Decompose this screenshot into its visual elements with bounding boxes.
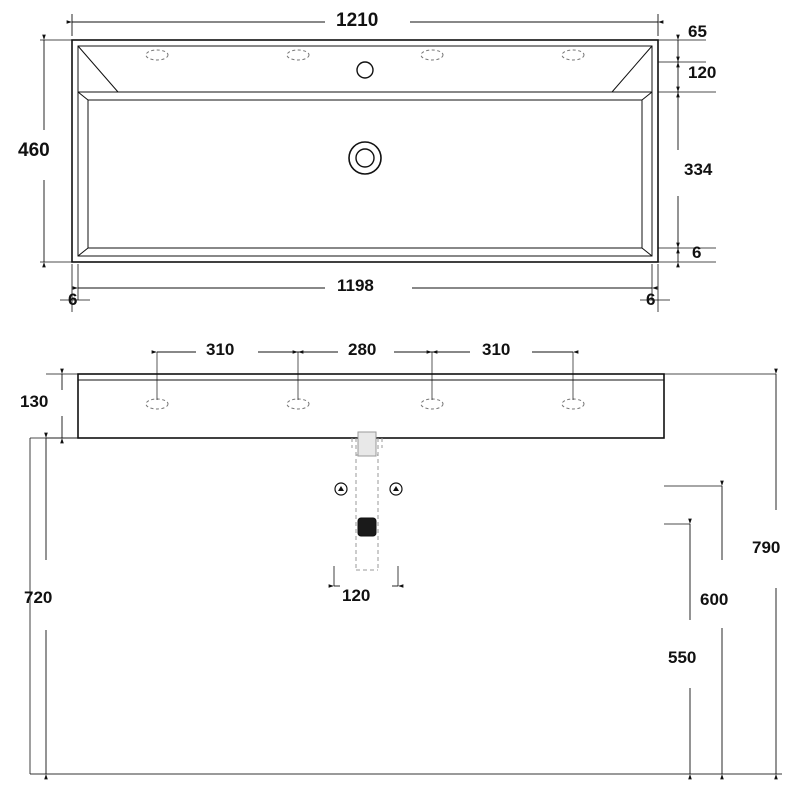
dim-bowl-334: 334 [684,160,713,179]
dim-spacing-left: 310 [206,340,235,359]
dim-trap-120: 120 [342,586,371,605]
trap-solid-parts [335,432,402,536]
trap-assembly [352,438,382,570]
dim-spacing-right: 310 [482,340,511,359]
dim-rim-120: 120 [688,63,717,82]
dim-inner-width: 1198 [337,276,374,295]
dim-overall-width: 1210 [336,10,379,31]
dim-height-550: 550 [668,648,697,667]
dim-spacing-center: 280 [348,340,377,359]
front-view-outline [78,374,664,438]
dim-band-130: 130 [20,392,49,411]
dim-floor-720: 720 [24,588,53,607]
dim-height-790: 790 [752,538,781,557]
waste-hole-inner [356,149,374,167]
dim-overall-depth: 460 [18,140,50,161]
dim-wall-right: 6 [646,290,656,309]
overflow-hole [357,62,373,78]
dim-height-600: 600 [700,590,729,609]
dim-base-6: 6 [692,243,702,262]
dim-wall-left: 6 [68,290,78,309]
dim-rim-65: 65 [688,22,707,41]
